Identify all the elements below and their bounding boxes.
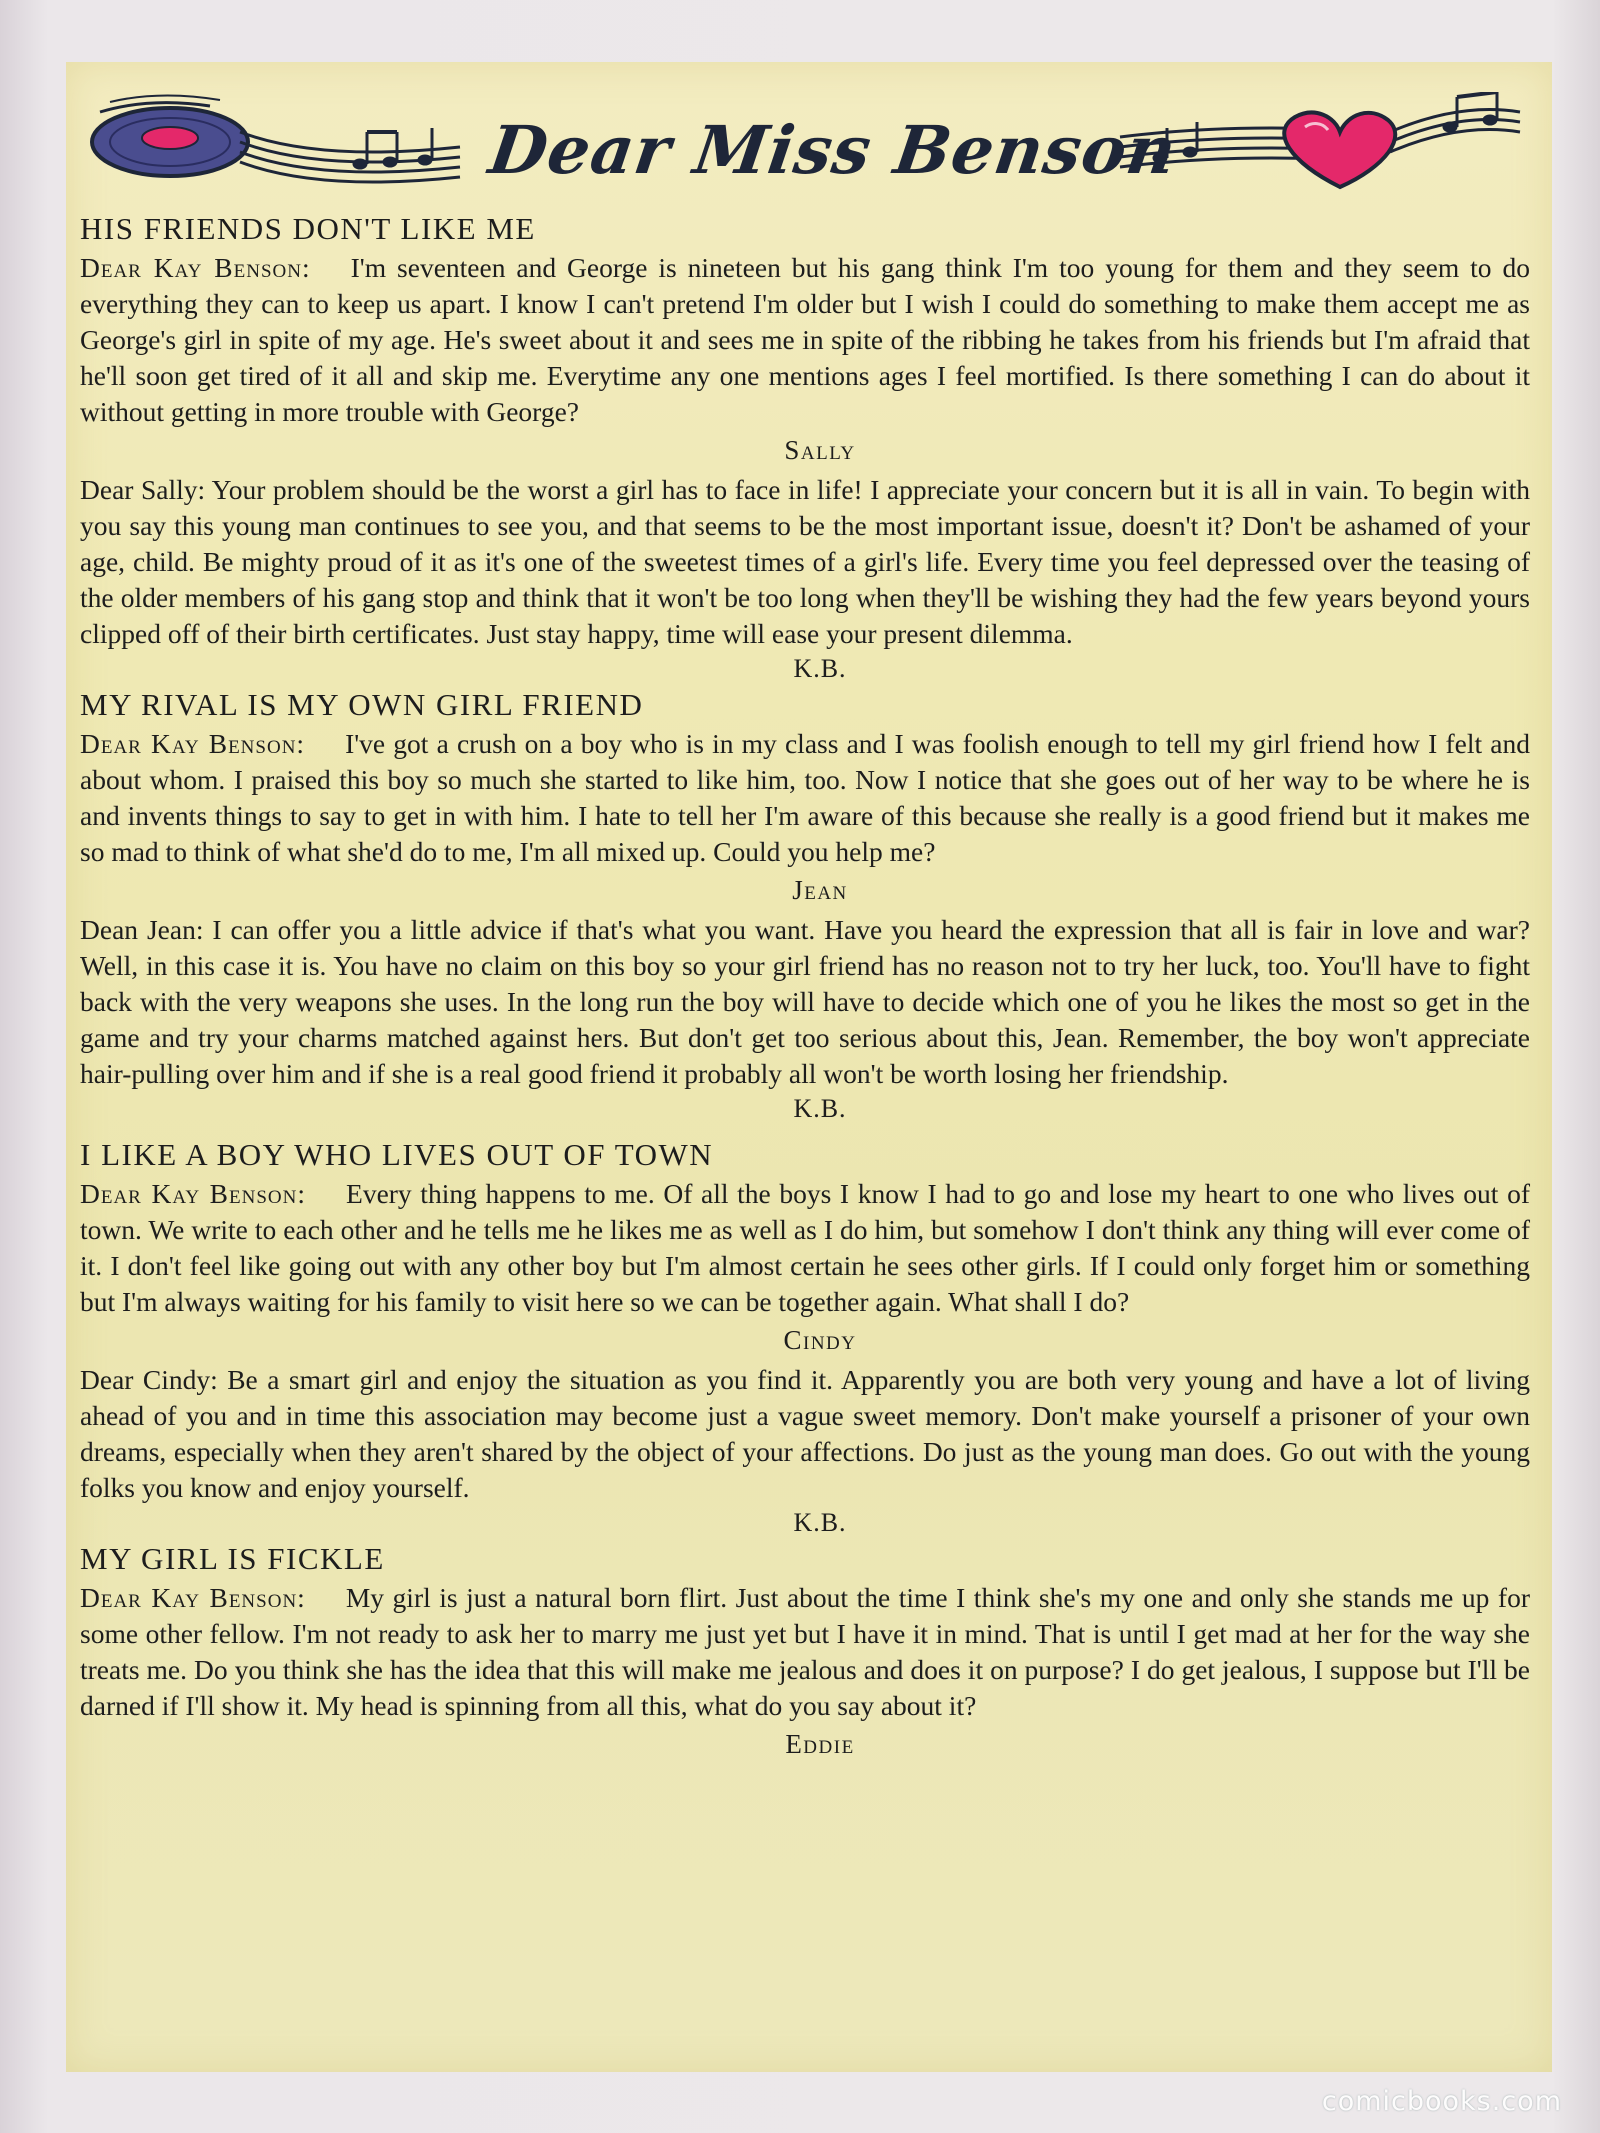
reply-body: Dear Sally: Your problem should be the worst a girl has to face in life! I appreciate your concern but it is all in vain. To begin with you say this young man continues to see you, and that seems to be the most important issue, doesn't it? Don't be ashamed of your age, child. Be mighty proud of it as it's one of the sweetest times of a girl's life. Every time you feel depressed over the teasing of the older members of his gang stop and think that it won't be too long when they'll be wishing they had the few years beyond yours clipped off of their birth certificates. Just stay happy, time will ease your present dilemma. xyxy=(80,474,1530,649)
letter-salutation: Dear Kay Benson: xyxy=(80,1178,307,1209)
letter-text: I've got a crush on a boy who is in my class and I was foolish enough to tell my girl friend how I felt and about whom. I praised this boy so much she started to like him, too. Now I notice that she goes out of her way to be where he is and invents things to say to get in with him. I hate to tell her I'm aware of this because she really is a good friend but it makes me so mad to think of what she'd do to me, I'm all mixed up. Could you help me? xyxy=(80,728,1530,867)
reply-signature: K.B. xyxy=(793,1508,847,1537)
letter-section xyxy=(80,1136,1530,1540)
letter-section xyxy=(80,210,1530,686)
letter-signature: Cindy xyxy=(783,1325,857,1355)
column-title: Dear Miss Benson xyxy=(484,111,1182,189)
letter-text: Every thing happens to me. Of all the boys I know I had to go and lose my heart to one who lives out of town. We write to each other and he tells me he likes me as well as I do him, but somehow I don't think any thing will ever come of it. I don't feel like going out with any other boy but I'm almost certain he sees other girls. If I could only forget him or something but I'm always waiting for his family to visit here so we can be together again. What shall I do? xyxy=(80,1178,1530,1317)
letter-salutation: Dear Kay Benson: xyxy=(80,252,311,283)
heart-icon xyxy=(1284,113,1395,187)
letter-body xyxy=(80,250,1530,430)
reply-signature: K.B. xyxy=(793,1094,847,1123)
letter-text: I'm seventeen and George is nineteen but his gang think I'm too young for them and they seem to do everything they can to keep us apart. I know I can't pretend I'm older but I wish I could do something to make them accept me as George's girl in spite of my age. He's sweet about it and sees me in spite of the ribbing he takes from his friends but I'm afraid that he'll soon get tired of it all and skip me. Everytime any one mentions ages I feel mortified. Is there something I can do about it without getting in more trouble with George? xyxy=(80,252,1530,427)
letter-section xyxy=(80,1540,1530,1764)
letter-body xyxy=(80,1580,1530,1724)
letter-body xyxy=(80,726,1530,870)
site-watermark: comicbooks.com xyxy=(1321,2086,1562,2117)
letter-signature: Jean xyxy=(792,875,848,905)
letter-signature: Eddie xyxy=(785,1729,855,1759)
music-staff-left xyxy=(240,128,460,182)
letter-heading: MY RIVAL IS MY OWN GIRL FRIEND xyxy=(80,687,644,722)
letter-salutation: Dear Kay Benson: xyxy=(80,728,306,759)
letter-heading: MY GIRL IS FICKLE xyxy=(80,1541,385,1576)
letter-text: My girl is just a natural born flirt. Just about the time I think she's my one and only she stands me up for some other fellow. I'm not ready to ask her to marry me just yet but I have it in mind. That is until I get mad at her for the way she treats me. Do you think she has the idea that this will make me jealous and does it on purpose? I do get jealous, I suppose but I'll be darned if I'll show it. My head is spinning from all this, what do you say about it? xyxy=(80,1582,1530,1721)
letter-signature: Sally xyxy=(784,435,856,465)
reply-body: Dean Jean: I can offer you a little advice if that's what you want. Have you heard the expression that all is fair in love and war? Well, in this case it is. You have no claim on this boy so your girl friend has no reason not to try her luck, too. You'll have to fight back with the very weapons she uses. In the long run the boy will have to decide which one of you he likes the most so get in the game and try your charms matched against hers. But don't get too serious about this, Jean. Remember, the boy won't appreciate hair-pulling over him and if she is a real good friend it probably all won't be worth losing her friendship. xyxy=(80,914,1530,1089)
record-icon xyxy=(92,95,248,176)
letter-section xyxy=(80,686,1530,1126)
column-header xyxy=(90,92,1540,207)
letter-body xyxy=(80,1176,1530,1320)
reply-body: Dear Cindy: Be a smart girl and enjoy the situation as you find it. Apparently you are both very young and have a lot of living ahead of you and in time this association may become just a vague sweet memory. Don't make yourself a prisoner of your own dreams, especially when they aren't shared by the object of your affections. Do just as the young man does. Go out with the young folks you know and enjoy yourself. xyxy=(80,1364,1530,1503)
letter-heading: I LIKE A BOY WHO LIVES OUT OF TOWN xyxy=(80,1137,714,1172)
letter-heading: HIS FRIENDS DON'T LIKE ME xyxy=(80,211,536,246)
reply-signature: K.B. xyxy=(793,654,847,683)
letters-column xyxy=(80,210,1530,1764)
letter-salutation: Dear Kay Benson: xyxy=(80,1582,306,1613)
